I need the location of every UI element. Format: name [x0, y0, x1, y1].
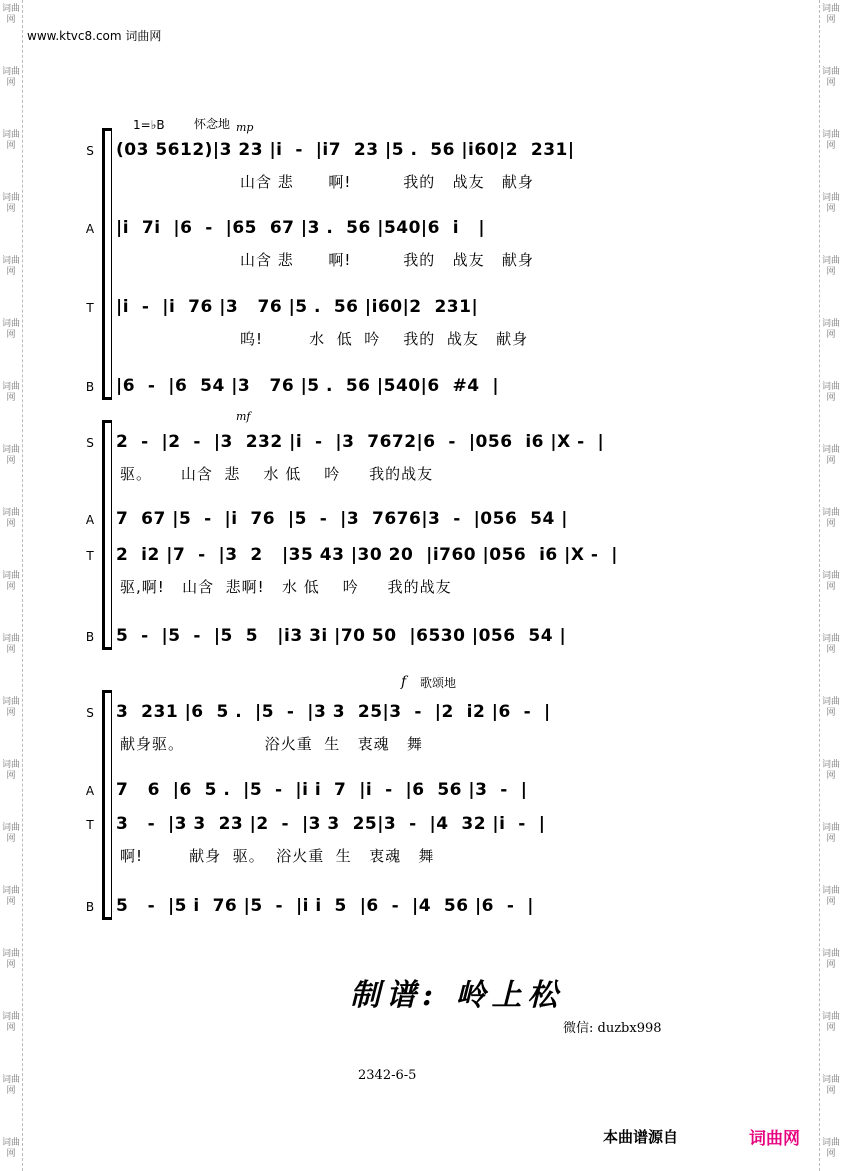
- watermark: 词曲网: [821, 382, 840, 403]
- lyrics-row: 啊! 献身 驱。 浴火重 生 衷魂 舞: [120, 847, 435, 865]
- system-bracket: [102, 420, 105, 650]
- lyrics-row: 山含 悲 啊! 我的 战友 献身: [240, 173, 534, 191]
- watermark: 词曲网: [1, 256, 20, 277]
- site-url[interactable]: www.ktvc8.com 词曲网: [27, 29, 162, 43]
- dynamic-mark: f: [401, 674, 407, 690]
- watermark: 词曲网: [1, 760, 20, 781]
- wechat-contact: 微信: duzbx998: [563, 1021, 662, 1036]
- system-line: [111, 128, 112, 400]
- part-label: S: [86, 436, 94, 450]
- watermark: 词曲网: [1, 886, 20, 907]
- part-label: T: [86, 549, 94, 563]
- watermark: 词曲网: [821, 697, 840, 718]
- watermark-strip-right: [819, 0, 842, 1171]
- watermark: 词曲网: [821, 1075, 840, 1096]
- watermark: 词曲网: [1, 508, 20, 529]
- watermark: 词曲网: [821, 67, 840, 88]
- part-label: B: [85, 630, 95, 644]
- notation-row: 5 - |5 - |5 5 |i3 3i |70 50 |6530 |056 54 |: [116, 626, 567, 646]
- watermark: 词曲网: [1, 4, 20, 25]
- dynamic-mark: mp: [236, 121, 254, 134]
- watermark: 词曲网: [1, 634, 20, 655]
- watermark: 词曲网: [1, 697, 20, 718]
- watermark: 词曲网: [821, 823, 840, 844]
- score-code: 2342-6-5: [358, 1068, 417, 1083]
- source-label: 本曲谱源自: [603, 1128, 679, 1146]
- lyrics-row: 驱。 山含 悲 水 低 吟 我的战友: [120, 465, 434, 483]
- watermark: 词曲网: [821, 4, 840, 25]
- watermark: 词曲网: [821, 571, 840, 592]
- part-label: S: [86, 144, 94, 158]
- part-label: A: [85, 513, 95, 527]
- notation-row: (03 5612)|3 23 |i - |i7 23 |5 . 56 |i60|2 231|: [116, 140, 575, 160]
- dynamic-mark: mf: [236, 410, 251, 423]
- watermark: 词曲网: [1, 319, 20, 340]
- watermark: 词曲网: [1, 823, 20, 844]
- watermark: 词曲网: [1, 193, 20, 214]
- part-label: T: [86, 818, 94, 832]
- watermark: 词曲网: [1, 67, 20, 88]
- part-label: A: [85, 222, 95, 236]
- notation-row: |i - |i 76 |3 76 |5 . 56 |i60|2 231|: [116, 297, 479, 317]
- watermark: 词曲网: [821, 130, 840, 151]
- watermark: 词曲网: [1, 949, 20, 970]
- watermark: 词曲网: [821, 886, 840, 907]
- watermark: 词曲网: [821, 256, 840, 277]
- watermark: 词曲网: [821, 508, 840, 529]
- notation-row: 2 - |2 - |3 232 |i - |3 7672|6 - |056 i6 |X - |: [116, 432, 605, 452]
- lyrics-row: 驱,啊! 山含 悲啊! 水 低 吟 我的战友: [120, 578, 452, 596]
- part-label: A: [85, 784, 95, 798]
- watermark: 词曲网: [1, 571, 20, 592]
- system-bracket: [102, 690, 105, 920]
- notation-row: 7 67 |5 - |i 76 |5 - |3 7676|3 - |056 54 |: [116, 509, 568, 529]
- notation-row: 7 6 |6 5 . |5 - |i i 7 |i - |6 56 |3 - |: [116, 780, 528, 800]
- lyrics-row: 呜! 水 低 吟 我的 战友 献身: [240, 330, 529, 348]
- part-label: B: [85, 380, 95, 394]
- watermark: 词曲网: [821, 760, 840, 781]
- lyrics-row: 献身驱。 浴火重 生 衷魂 舞: [120, 735, 423, 753]
- notation-row: 3 231 |6 5 . |5 - |3 3 25|3 - |2 i2 |6 - |: [116, 702, 551, 722]
- watermark: 词曲网: [821, 319, 840, 340]
- part-label: B: [85, 900, 95, 914]
- system-bracket: [102, 128, 105, 400]
- watermark: 词曲网: [1, 382, 20, 403]
- source-brand[interactable]: 词曲网: [749, 1129, 800, 1149]
- system-line: [111, 690, 112, 920]
- watermark: 词曲网: [1, 1012, 20, 1033]
- key-signature: 1=♭B: [133, 118, 165, 132]
- lyrics-row: 山含 悲 啊! 我的 战友 献身: [240, 251, 534, 269]
- watermark: 词曲网: [821, 634, 840, 655]
- watermark: 词曲网: [821, 193, 840, 214]
- part-label: T: [86, 301, 94, 315]
- notation-row: 3 - |3 3 23 |2 - |3 3 25|3 - |4 32 |i - |: [116, 814, 546, 834]
- watermark: 词曲网: [1, 130, 20, 151]
- watermark: 词曲网: [1, 1075, 20, 1096]
- notation-row: |i 7i |6 - |65 67 |3 . 56 |540|6 i |: [116, 218, 486, 238]
- expression-mark: 歌颂地: [420, 676, 457, 690]
- watermark: 词曲网: [1, 1138, 20, 1159]
- watermark-strip-left: [0, 0, 23, 1171]
- watermark: 词曲网: [1, 445, 20, 466]
- notation-row: 2 i2 |7 - |3 2 |35 43 |30 20 |i760 |056 i6 |X - |: [116, 545, 618, 565]
- notation-row: |6 - |6 54 |3 76 |5 . 56 |540|6 #4 |: [116, 376, 500, 396]
- watermark: 词曲网: [821, 1138, 840, 1159]
- expression-mark: 怀念地: [194, 117, 231, 131]
- watermark: 词曲网: [821, 1012, 840, 1033]
- credit: 制谱: 岭上松: [350, 978, 564, 1013]
- part-label: S: [86, 706, 94, 720]
- notation-row: 5 - |5 i 76 |5 - |i i 5 |6 - |4 56 |6 - |: [116, 896, 534, 916]
- watermark: 词曲网: [821, 445, 840, 466]
- system-line: [111, 420, 112, 650]
- watermark: 词曲网: [821, 949, 840, 970]
